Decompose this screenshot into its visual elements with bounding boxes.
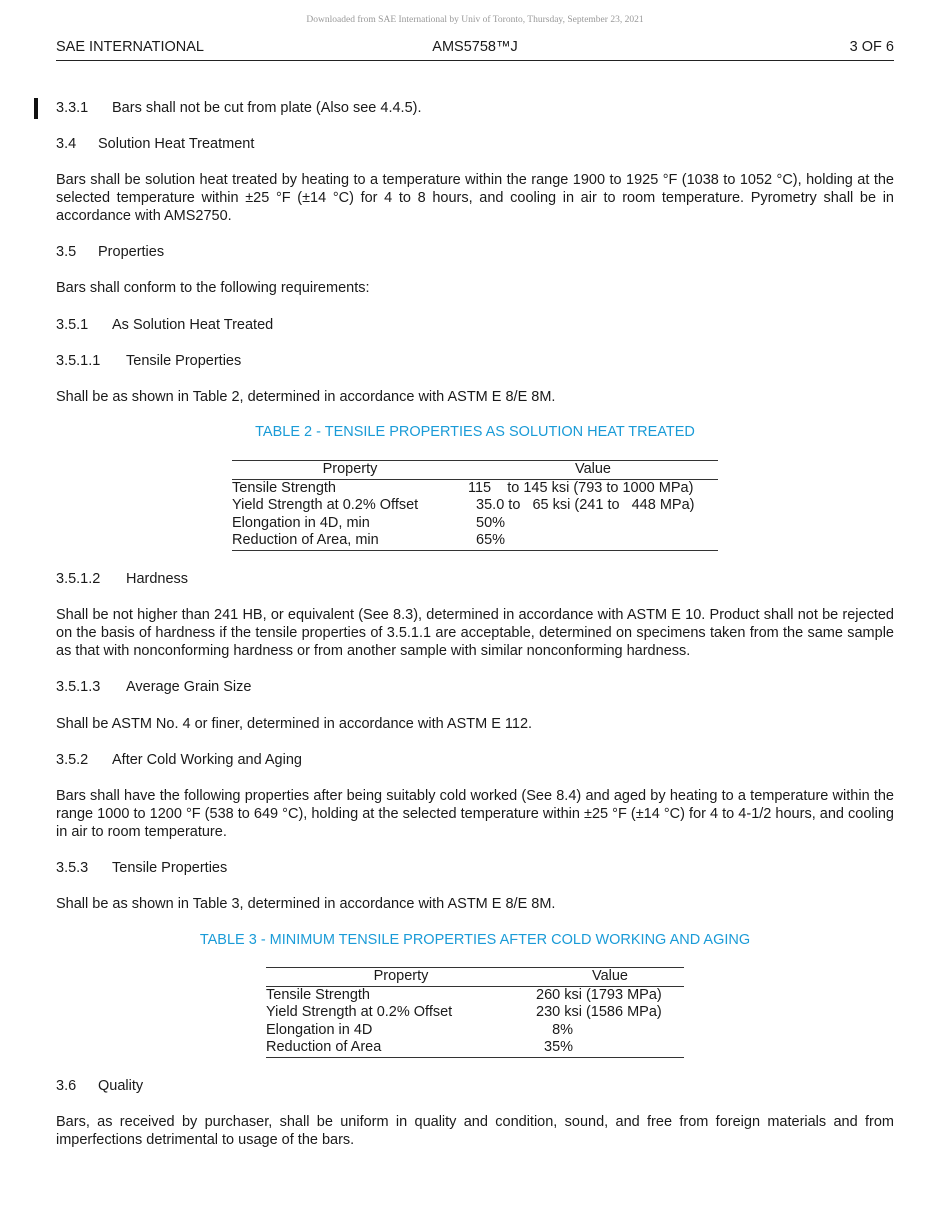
section-3-5-2-body: Bars shall have the following properties after being suitably cold worked (See 8.4) and aged by heating to a temperature within the range 1000 to 1200 °F (538 to 649 °C), holding at the selected temperature within ±25 °F (±14 °C) for 4 to 4-1/2 hours, and cooling in air to room temperature. (56, 788, 894, 840)
table-row (232, 532, 718, 550)
section-3-3-1 (56, 99, 894, 117)
column-header-value: Value (536, 968, 684, 987)
section-3-5-1-2-body: Shall be not higher than 241 HB, or equivalent (See 8.3), determined in accordance with ASTM E 10. Product shall not be rejected on the basis of hardness if the tensile properties of 3.5.1.1 are acceptable, determined on specimens taken from the same sample as that with nonconforming hardness or from another sample with similar nonconforming hardness. (56, 607, 894, 659)
table-header-row (232, 461, 718, 480)
property-cell: Tensile Strength (266, 986, 370, 1003)
table-row (266, 1004, 684, 1022)
revision-change-bar (34, 98, 38, 119)
table-row (266, 986, 684, 1004)
table-2 (232, 460, 718, 551)
section-3-6-body: Bars, as received by purchaser, shall be uniform in quality and condition, sound, and free from foreign materials and from imperfections detrimental to usage of the bars. (56, 1114, 894, 1148)
value-cell: 65% (468, 532, 718, 550)
section-3-5-3-heading (56, 859, 894, 877)
section-text: Bars shall not be cut from plate (Also see 4.4.5). (112, 100, 422, 116)
section-title: Properties (98, 244, 165, 260)
section-3-5-1-2-heading (56, 570, 894, 588)
section-3-5-3-body: Shall be as shown in Table 3, determined in accordance with ASTM E 8/E 8M. (56, 896, 556, 912)
table-2-caption: TABLE 2 - TENSILE PROPERTIES AS SOLUTION HEAT TREATED (255, 424, 695, 440)
header-organization: SAE INTERNATIONAL (56, 39, 204, 55)
section-number: 3.5.2 (56, 752, 89, 768)
section-3-4-heading (56, 135, 894, 153)
property-cell: Tensile Strength (232, 479, 336, 496)
value-cell: 35% (536, 1039, 684, 1057)
section-title: Average Grain Size (126, 679, 252, 695)
section-title: Quality (98, 1078, 144, 1094)
section-3-6-heading (56, 1077, 894, 1095)
section-3-5-heading (56, 243, 894, 261)
section-3-5-1-3-body: Shall be ASTM No. 4 or finer, determined in accordance with ASTM E 112. (56, 716, 533, 732)
table-3-caption: TABLE 3 - MINIMUM TENSILE PROPERTIES AFTER COLD WORKING AND AGING (199, 932, 751, 948)
value-cell: 115 to 145 ksi (793 to 1000 MPa) (468, 479, 694, 496)
section-3-5-1-heading (56, 316, 894, 334)
section-3-5-body: Bars shall conform to the following requirements: (56, 280, 370, 296)
section-title: After Cold Working and Aging (112, 752, 302, 768)
section-3-5-1-1-body: Shall be as shown in Table 2, determined in accordance with ASTM E 8/E 8M. (56, 389, 556, 405)
table-row (232, 515, 718, 533)
property-cell: Reduction of Area, min (232, 532, 468, 550)
property-cell: Yield Strength at 0.2% Offset (232, 497, 419, 513)
section-3-5-1-3-heading (56, 678, 894, 696)
property-cell: Elongation in 4D, min (232, 514, 370, 531)
section-title: As Solution Heat Treated (112, 317, 274, 333)
table-row (232, 479, 718, 497)
section-title: Hardness (126, 571, 189, 587)
section-number: 3.3.1 (56, 100, 89, 116)
value-cell: 50% (468, 514, 506, 531)
header-page-number: 3 OF 6 (849, 39, 894, 55)
section-number: 3.5.3 (56, 860, 89, 876)
property-cell: Elongation in 4D (266, 1021, 373, 1038)
section-number: 3.5.1 (56, 317, 89, 333)
value-cell: 35.0 to 65 ksi (241 to 448 MPa) (468, 497, 695, 513)
value-cell: 260 ksi (1793 MPa) (536, 986, 662, 1003)
table-3 (266, 967, 684, 1058)
section-title: Tensile Properties (112, 860, 228, 876)
section-3-5-1-1-heading (56, 352, 894, 370)
table-row (266, 1039, 684, 1057)
section-title: Solution Heat Treatment (98, 136, 255, 152)
table-row (232, 497, 718, 515)
section-3-5-2-heading (56, 751, 894, 769)
section-number: 3.5.1.3 (56, 679, 101, 695)
value-cell: 8% (536, 1021, 574, 1038)
section-number: 3.5 (56, 244, 77, 260)
section-number: 3.5.1.2 (56, 571, 101, 587)
value-cell: 230 ksi (1586 MPa) (536, 1004, 662, 1020)
column-header-property: Property (266, 968, 536, 987)
section-number: 3.4 (56, 136, 77, 152)
table-header-row (266, 968, 684, 987)
column-header-property: Property (232, 461, 468, 480)
section-number: 3.5.1.1 (56, 353, 101, 369)
table-row (266, 1022, 684, 1040)
section-title: Tensile Properties (126, 353, 242, 369)
section-number: 3.6 (56, 1078, 77, 1094)
download-watermark: Downloaded from SAE International by Univ of Toronto, Thursday, September 23, 2021 (306, 15, 644, 25)
property-cell: Reduction of Area (266, 1039, 536, 1057)
column-header-value: Value (468, 461, 718, 480)
header-document-number: AMS5758™J (432, 39, 518, 55)
section-3-4-body: Bars shall be solution heat treated by heating to a temperature within the range 1900 to 1925 °F (1038 to 1052 °C), holding at the selected temperature within ±25 °F (±14 °C) for 4 to 8 hours, and cooling in air to room temperature. Pyrometry shall be in accordance with AMS2750. (56, 172, 894, 224)
property-cell: Yield Strength at 0.2% Offset (266, 1004, 453, 1020)
page-header (56, 39, 894, 61)
